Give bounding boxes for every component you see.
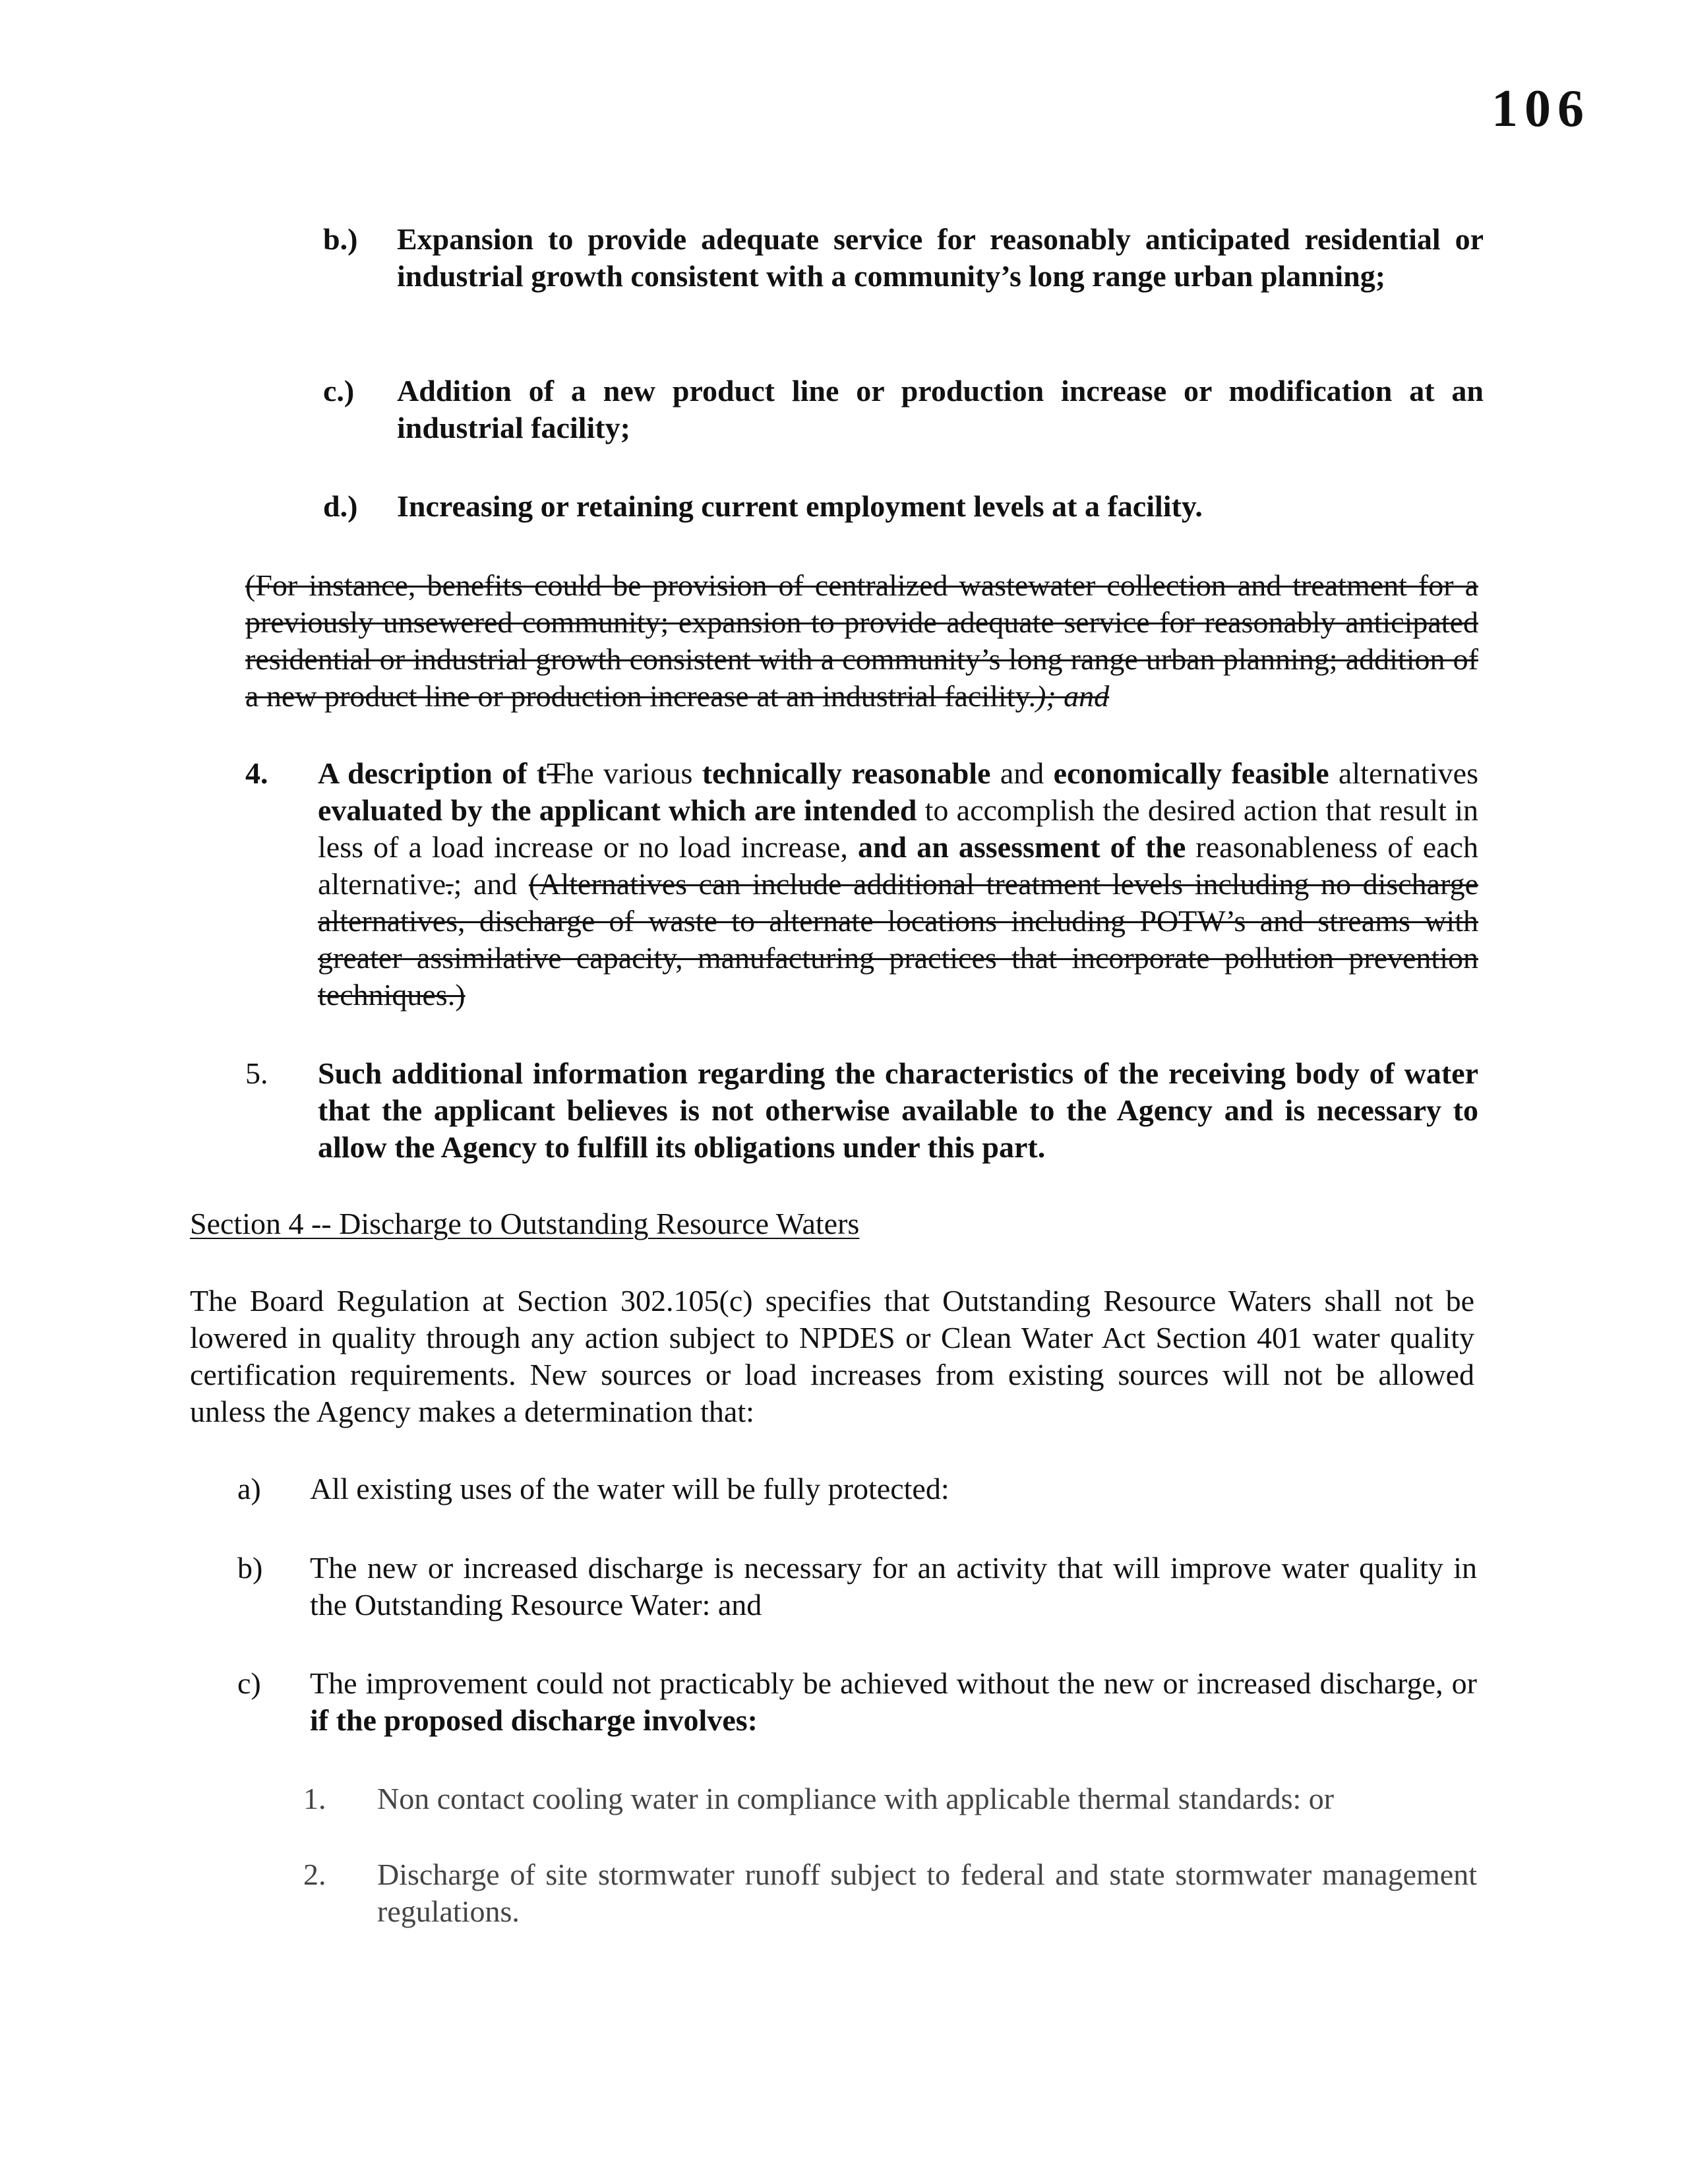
- struck-paragraph: [245, 567, 1478, 715]
- sub-list-item-1: [303, 1780, 1477, 1820]
- list-item-c: [323, 373, 1484, 448]
- list-text: Discharge of site stormwater runoff subject to federal and state stormwater management regulations.: [377, 1858, 1477, 1928]
- list-label: b): [237, 1551, 263, 1585]
- list-text: Addition of a new product line or production increase or modification at an industrial facility;: [397, 374, 1484, 444]
- plain-fragment: reasonableness of each alternative: [318, 830, 1478, 901]
- sub-list-item-2: [303, 1856, 1477, 1932]
- list-label: 2.: [303, 1858, 326, 1891]
- list-text: [318, 755, 1478, 1014]
- list-label: 4.: [245, 756, 268, 790]
- list-text: [310, 1665, 1477, 1739]
- plain-fragment: to accomplish the desired action that result in less of a load increase or no load increase,: [318, 793, 1478, 864]
- struck-fragment: (Alternatives can include additional treatment levels including no discharge alternatives, discharge of waste to alternate locations including POTW’s and streams with greater assimilative capacity, manufacturing practices that incorporate pollution prevention techniques.): [318, 867, 1478, 1012]
- bold-fragment: technically reasonable: [702, 756, 991, 790]
- list-text: Non contact cooling water in compliance with applicable thermal standards: or: [377, 1782, 1335, 1815]
- list-text: Expansion to provide adequate service for reasonably anticipated residential or industrial growth consistent with a community’s long range urban planning;: [397, 222, 1484, 293]
- list-label: d.): [323, 489, 358, 523]
- list-label: c): [237, 1666, 261, 1700]
- struck-fragment: .: [446, 867, 454, 901]
- list-label: b.): [323, 222, 358, 256]
- page-number: 106: [1492, 80, 1590, 138]
- bold-fragment: if the proposed discharge involves:: [310, 1703, 758, 1737]
- bold-fragment: A description of t: [318, 756, 547, 790]
- list-label: 5.: [245, 1056, 268, 1090]
- list-item-4: [245, 755, 1478, 1019]
- plain-fragment: alternatives: [1329, 756, 1478, 790]
- bold-fragment: evaluated by the applicant which are intended: [318, 793, 917, 827]
- section-heading: Section 4 -- Discharge to Outstanding Resource Waters: [190, 1207, 860, 1240]
- list-item-a: [237, 1471, 1477, 1510]
- list-label: c.): [323, 374, 355, 408]
- list-text: Increasing or retaining current employment levels at a facility.: [397, 489, 1203, 523]
- struck-text: (For instance, benefits could be provision of centralized wastewater collection and treatment for a previously unsewered community; expansion to provide adequate service for reasonably anticipated residential or industrial growth consistent with a community’s long range urban planning; addition of a new product line or production increase at an industrial facility.: [245, 568, 1478, 713]
- list-item-b: [323, 221, 1484, 333]
- list-item-d: [323, 488, 1484, 528]
- plain-fragment: he various: [565, 756, 702, 790]
- section-paragraph: The Board Regulation at Section 302.105(c) specifies that Outstanding Resource Waters shall not be lowered in quality through any action subject to NPDES or Clean Water Act Section 401 water quality certification requirements. New sources or load increases from existing sources will not be allowed unless the Agency makes a determination that:: [190, 1284, 1474, 1428]
- list-item-b-lower: [237, 1550, 1477, 1625]
- list-item-5: [245, 1055, 1478, 1167]
- list-item-c-lower: [237, 1665, 1477, 1741]
- list-text: Such additional information regarding the characteristics of the receiving body of water that the applicant believes is not otherwise available to the Agency and is necessary to allow the Agency to fulfill its obligations under this part.: [318, 1056, 1478, 1164]
- struck-tail: ); and: [1036, 679, 1110, 713]
- list-label: 1.: [303, 1782, 326, 1815]
- plain-fragment: The improvement could not practicably be achieved without the new or increased discharge, or: [310, 1666, 1477, 1700]
- bold-fragment: economically feasible: [1053, 756, 1329, 790]
- list-text: All existing uses of the water will be fully protected:: [310, 1472, 950, 1505]
- plain-fragment: and: [990, 756, 1054, 790]
- list-text: The new or increased discharge is necessary for an activity that will improve water quality in the Outstanding Resource Water: and: [310, 1551, 1477, 1622]
- bold-fragment: and an assessment of the: [857, 830, 1186, 864]
- plain-fragment: ; and: [453, 867, 529, 901]
- struck-fragment: T: [547, 756, 566, 790]
- list-label: a): [237, 1472, 261, 1505]
